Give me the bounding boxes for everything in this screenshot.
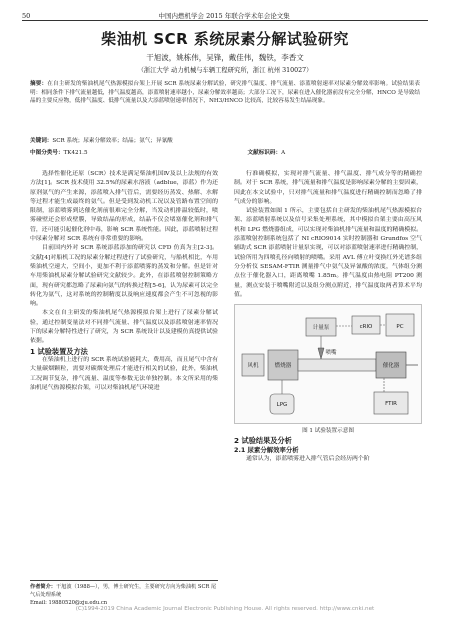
exhaust-pipe [298,359,376,371]
affiliation: （浙江大学 动力机械与车辆工程研究所，浙江 杭州 310027） [137,67,313,74]
footnote-text: 干旭波（1988—），男，博士研究生，主要研究方向为柴油机 SCR 尾气后处理系统 [30,584,217,598]
figure-1-diagram [234,304,422,424]
figure-label: 计量泵 [312,325,330,332]
figure-label: 喷嘴 [325,350,337,357]
abstract-label: 摘要： [30,81,48,87]
subsection-heading-2-1: 2.1 尿素分解效率分析 [234,445,299,454]
paragraph: 本文在自主研发的柴油机尾气热源模拟台架上进行了尿素分解试验，通过控制变量法对不同排气流量、排气温度以及添蓝喷射速率情况下的尿素分解特性进行了研究，为 SCR 系统设计以及建模仿真提供试验依据。 [30,310,218,345]
section-heading-2: 2 试验结果及分析 [234,436,292,446]
abstract-text: 在自主研发的柴油机尾气热源模拟台架上开展 SCR 系统尿素分解试验，研究排气温度、排气流量、添蓝喷射速率对尿素分解效率影响。试验结果表明：相同条件下排气流量越低，排气温度越高，添蓝喷射速率越小，尿素分解效率越高；大部分工况下，尿素在进入催化器前没有完全分解，HNCO 是导致结晶的主要反应物，低排气温度、低排气流量以及大添蓝喷射速率情况下，NH3/HNCO 比较高，比较容易发生结晶现象。 [30,81,420,105]
doc-code-label: 文献标识码： [247,150,282,156]
figure-label: cRIO [359,324,373,331]
running-header [22,8,428,21]
figure-label: LPG [276,402,288,409]
paragraph: 通常认为，添蓝喷雾进入排气管后会经历两个阶 [246,456,370,463]
page-number: 50 [22,12,31,20]
paragraph: 行准确模拟，实现对排气流量、排气温度、排气成分等的精确控制。对于 SCR 系统，排气流量和排气温度是影响尿素分解的主要因素，因此在本文试验中，只对排气流量和排气温度进行精确控制而忽略了排气成分的影响。 [234,171,422,205]
paragraph: 选择性催化还原（SCR）技术是满足柴油机国Ⅳ及以上法规的有效方法[1]。SCR 技术使用 32.5%的尿素水溶液（adblue，添蓝）作为还原剂氨气的产生来源，添蓝喷入排气管后，需要经历蒸发、热解、水解等过程才能生成最终的氨气。但是受到发动机工况以及管路布置空间的限制，添蓝喷雾到达催化剂前很难完全分解，当发动机排温较低时，喷雾碰壁还会形成壁膜，导致结晶的形成，结晶不仅会堵塞催化剂和排气管，还可能引起催化剂中毒，影响 SCR 系统性能。因此，添蓝喷射过程中尿素分解对 SCR 系统有非常重要的影响。 [30,171,218,243]
right-column [234,170,422,464]
paragraph: 试验装置如图 1 所示，主要包括自主研发的柴油机尾气热源模拟台架、添蓝喷射系统以及信号采集处理系统，其中模拟台架主要由高压风机和 LPG 燃烧器组成，可以实现对柴油机排气流量和温度的精确模拟。添蓝喷射控制系统包括了 NI cRIO9014 实时控制器和 Grundfos 空气辅助式 SCR 添蓝喷射计量泵实现，可以对添蓝喷射速率进行精确控制，试验所用为四喷孔径向喷射的喷嘴。采用 AVL 傅立叶变换红外光谱多组分分析仪 SESAM-FTIR 测量排气中氨气及异氰酸的浓度，气体组分测点位于催化器入口，距离喷嘴 1.85m。排气温度由热电阻 PT200 测量，测点安装于喷嘴附近以及组分测点附近，排气温度取两者算术平均值。 [234,208,422,298]
test-setup-schematic [234,304,422,424]
figure-label: PC [396,324,404,331]
author-email: Email: 19880520@zju.edu.cn [30,600,108,606]
section-heading-1: 1 试验装置及方法 [30,346,88,356]
journal-name: 中国内燃机学会 2015 年联合学术年会论文集 [158,12,290,20]
keywords [30,136,420,144]
copyright-watermark: (C)1994-2019 China Academic Journal Electronic Publishing House. All rights reserved. http://www.cnki.net [75,606,375,612]
keywords-text: SCR 系统；尿素分解效率；结晶；氨气；异氰酸 [52,138,173,144]
keywords-label: 关键词： [30,138,53,144]
figure-label: 风机 [247,363,259,370]
author-list: 干旭波，姚栋伟，吴锋，戴佳伟，魏铁，李香文 [146,53,304,62]
abstract [30,80,420,106]
clc-value: TK421.5 [63,150,88,156]
paragraph: 目前国内外对 SCR 系统添蓝添加的研究以 CFD 仿真为主[2-3]。文献[4]对船机工况的尿素分解过程进行了试验研究，与船机相比，车用柴油机空速大，空间小，更加不利于添蓝喷雾的蒸发和分解。但是针对车用柴油机尿素分解试验研究文献较少。此外，在添蓝喷射控制策略方面，现有研究都忽略了尿素向氨气的转换过程[5-6]，认为尿素可以完全转化为氨气，这对系统的控制精度以及响应速度都会产生不可忽视的影响。 [30,245,218,308]
doc-code-value: A [281,150,286,156]
left-column [30,170,218,393]
author-footnote [30,580,218,607]
figure-label: FTIR [385,401,397,408]
footnote-label: 作者简介： [30,584,56,590]
figure-label: 燃烧器 [274,363,292,370]
paper-title: 柴油机 SCR 系统尿素分解试验研究 [101,30,349,48]
figure-label: 催化器 [382,363,400,370]
clc-label: 中图分类号： [30,150,64,156]
paragraph: 在柴油机上进行的 SCR 系统试验能耗大，费用高，而且尾气中含有大量碳烟颗粒，需要对碳烟处理后才能进行相关的试验，此外，柴油机工况调节复杂，排气流量、温度等参数无法单独控制。本文所采用的柴油机尾气热源模拟台架，可以对柴油机尾气环境进 [30,356,218,391]
figure-caption: 图 1 试验装置示意图 [302,428,354,435]
classification [30,148,420,156]
